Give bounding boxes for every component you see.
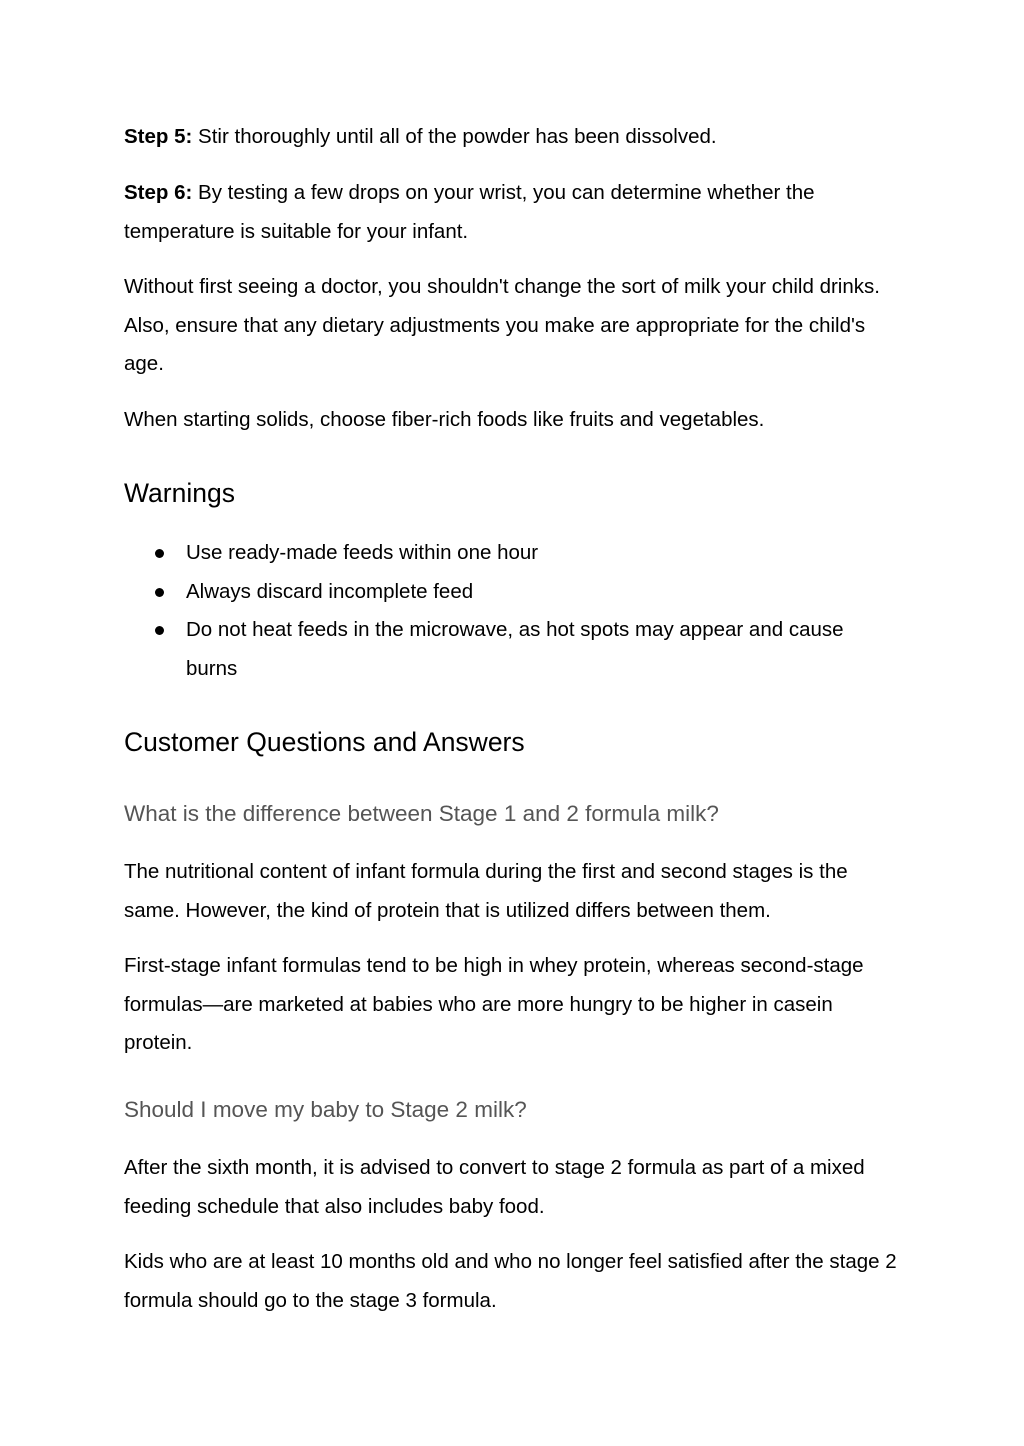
step-6-label: Step 6: [124, 181, 193, 204]
warning-item [124, 611, 856, 688]
question-stage-difference: What is the difference between Stage 1 and 2 formula milk? [124, 801, 719, 826]
warning-item [124, 534, 856, 573]
solids-paragraph: When starting solids, choose fiber-rich foods like fruits and vegetables. [124, 408, 765, 431]
warning-item-text: Do not heat feeds in the microwave, as hot spots may appear and cause burns [186, 618, 844, 680]
warnings-list [124, 534, 904, 688]
warning-item-text: Use ready-made feeds within one hour [186, 541, 539, 564]
answer-paragraph: The nutritional content of infant formula during the first and second stages is the same. However, the kind of protein that is utilized differs between them. [124, 860, 848, 922]
warning-item-text: Always discard incomplete feed [186, 579, 474, 603]
step-6-paragraph [124, 174, 904, 251]
bullet-icon [155, 549, 164, 558]
step-5-text: Stir thoroughly until all of the powder has been dissolved. [192, 125, 717, 148]
doctor-advice-paragraph: Without first seeing a doctor, you shouldn't change the sort of milk your child drinks. Also, ensure that any dietary adjustments you make are appropriate for the child's age. [124, 275, 880, 375]
answer-paragraph: After the sixth month, it is advised to convert to stage 2 formula as part of a mixed feeding schedule that also includes baby food. [124, 1156, 865, 1218]
answer-paragraph: Kids who are at least 10 months old and who no longer feel satisfied after the stage 2 formula should go to the stage 3 formula. [124, 1250, 897, 1312]
question-move-stage-2: Should I move my baby to Stage 2 milk? [124, 1097, 527, 1122]
step-6-text: By testing a few drops on your wrist, you can determine whether the temperature is suitable for your infant. [124, 181, 815, 243]
warnings-heading: Warnings [124, 478, 235, 508]
qa-heading: Customer Questions and Answers [124, 727, 525, 757]
bullet-icon [155, 588, 164, 597]
step-5-label: Step 5: [124, 125, 193, 148]
answer-paragraph: First-stage infant formulas tend to be high in whey protein, whereas second-stage formulas—are marketed at babies who are more hungry to be higher in casein protein. [124, 954, 864, 1054]
warning-item [124, 573, 856, 612]
bullet-icon [155, 626, 164, 635]
step-5-paragraph [124, 118, 904, 157]
